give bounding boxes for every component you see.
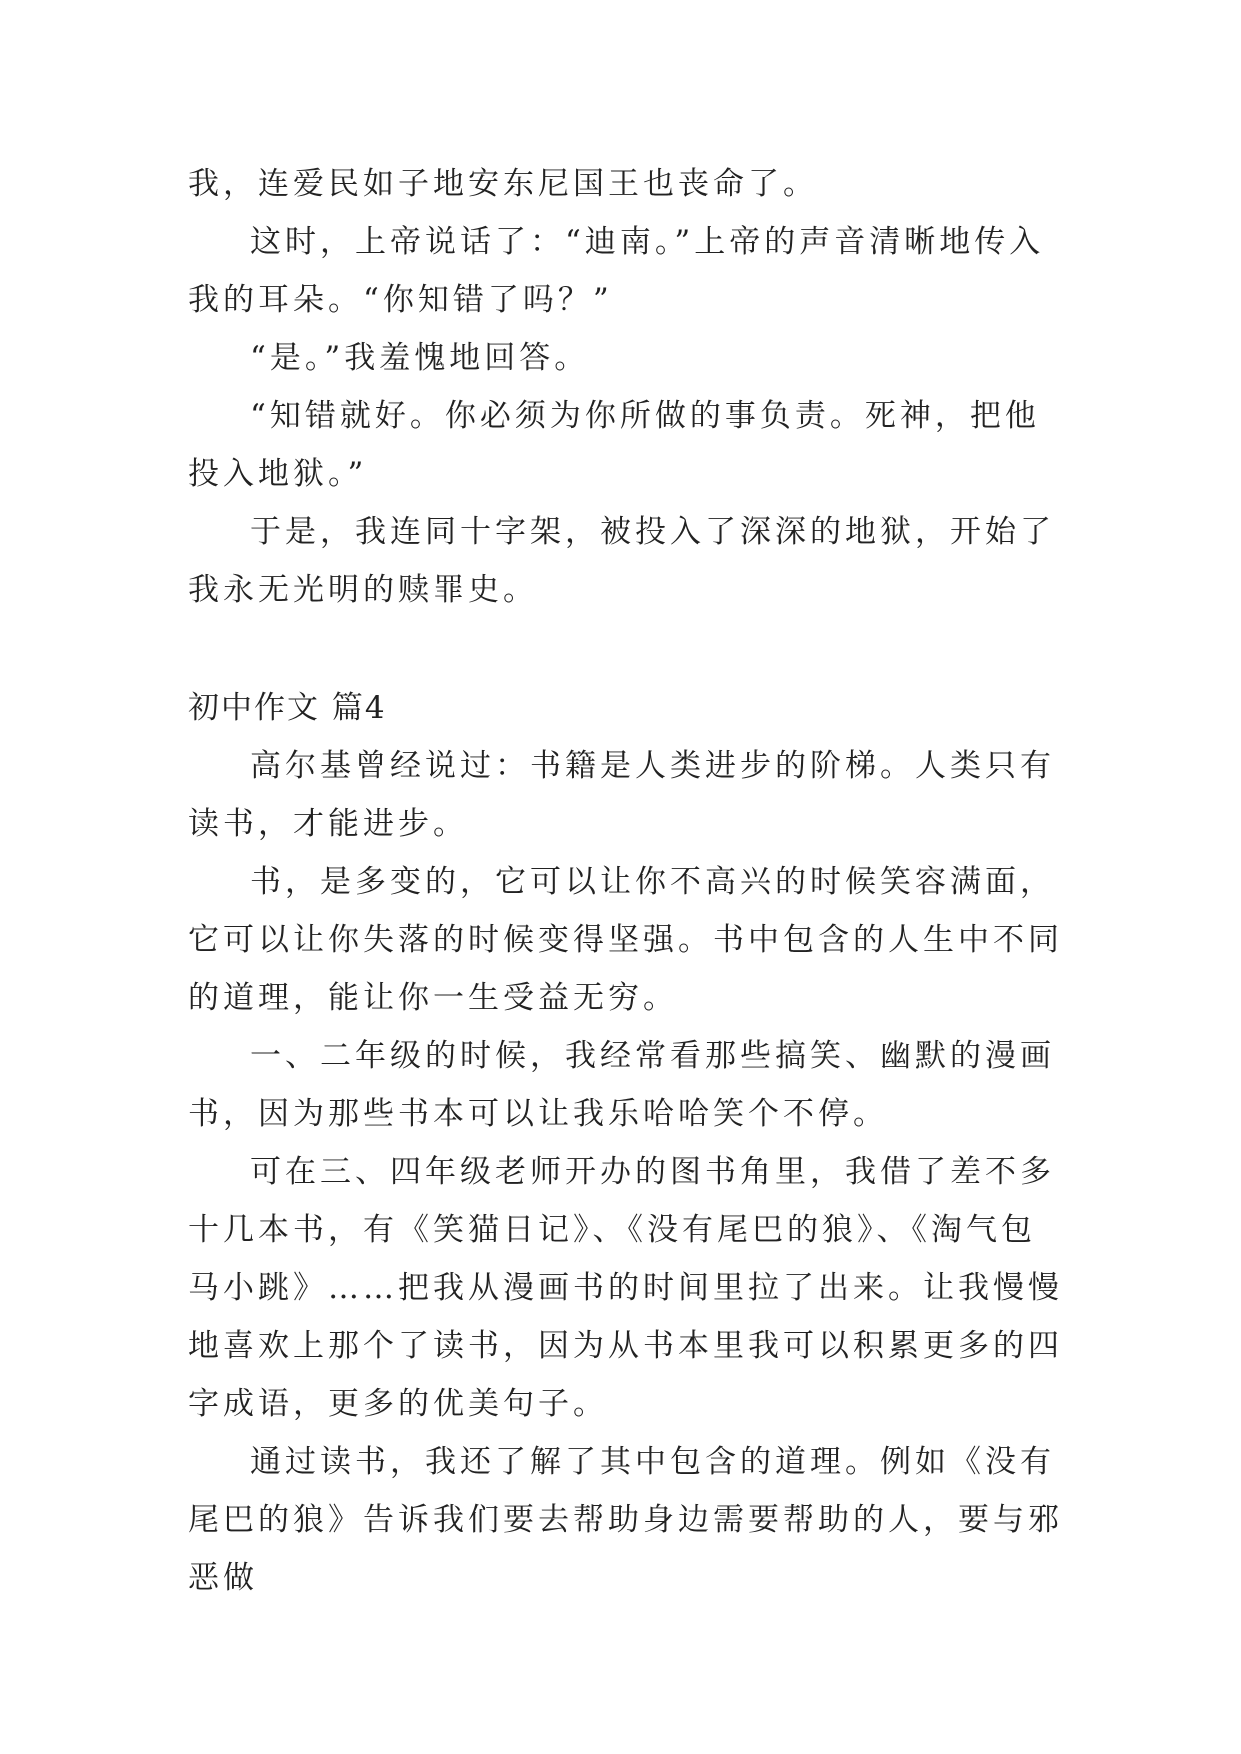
paragraph: “是。”我羞愧地回答。	[250, 340, 590, 376]
paragraph: “知错就好。你必须为你所做的事负责。死神，把他投入地狱。”	[188, 398, 1040, 492]
paragraph: 书，是多变的，它可以让你不高兴的时候笑容满面，它可以让你失落的时候变得坚强。书中包含的人生中不同的道理，能让你一生受益无穷。	[188, 864, 1063, 1016]
paragraph: 我，连爱民如子地安东尼国王也丧命了。	[188, 166, 818, 202]
paragraph: 通过读书，我还了解了其中包含的道理。例如《没有尾巴的狼》告诉我们要去帮助身边需要帮助的人，要与邪恶做	[188, 1444, 1063, 1596]
paragraph: 于是，我连同十字架，被投入了深深的地狱，开始了我永无光明的赎罪史。	[188, 514, 1055, 608]
paragraph: 可在三、四年级老师开办的图书角里，我借了差不多十几本书，有《笑猫日记》、《没有尾巴的狼》、《淘气包马小跳》……把我从漫画书的时间里拉了出来。让我慢慢地喜欢上那个了读书，因为从书本里我可以积累更多的四字成语，更多的优美句子。	[188, 1154, 1063, 1422]
paragraph: 高尔基曾经说过：书籍是人类进步的阶梯。人类只有读书，才能进步。	[188, 748, 1055, 842]
paragraph: 这时，上帝说话了：“迪南。”上帝的声音清晰地传入我的耳朵。“你知错了吗？”	[188, 224, 1045, 318]
document-body	[188, 155, 1068, 1607]
paragraph: 一、二年级的时候，我经常看那些搞笑、幽默的漫画书，因为那些书本可以让我乐哈哈笑个不停。	[188, 1038, 1055, 1132]
section-title: 初中作文 篇4	[188, 690, 387, 726]
